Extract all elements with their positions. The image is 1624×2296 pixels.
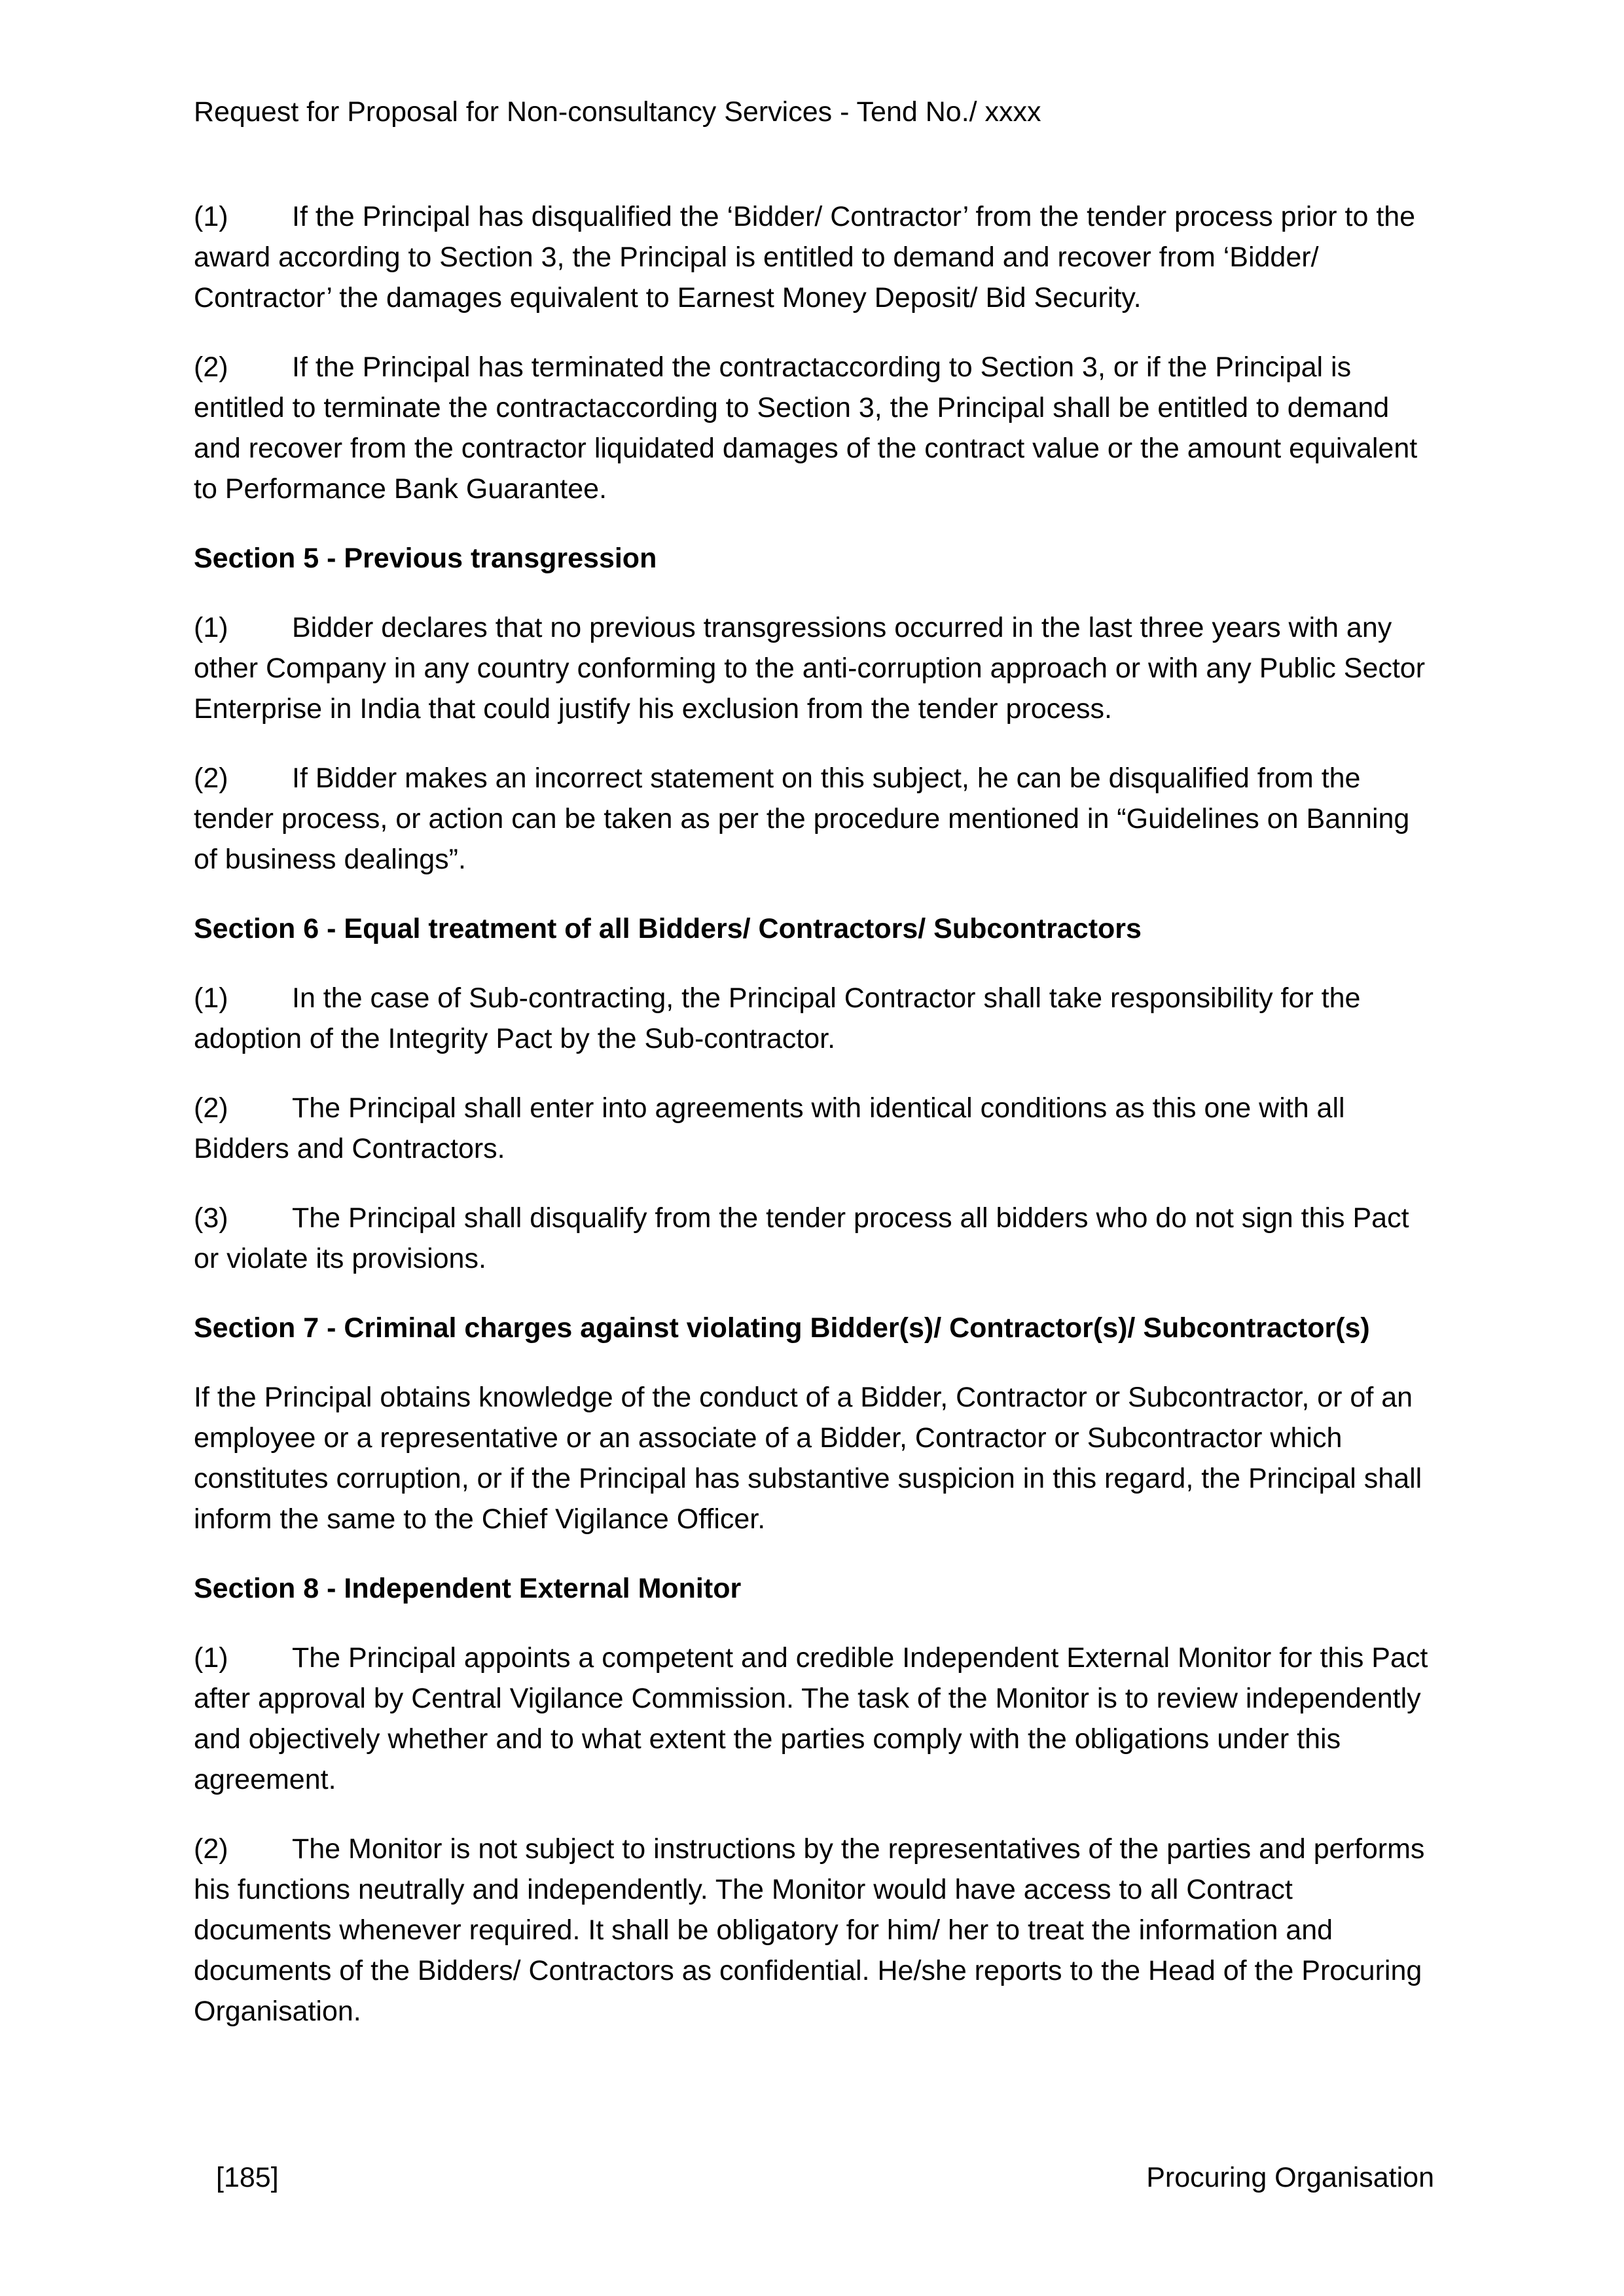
document-footer [194,2157,1434,2198]
paragraph [194,1638,1434,1800]
paragraph [194,758,1434,880]
section-heading: Section 7 - Criminal charges against violating Bidder(s)/ Contractor(s)/ Subcontractor(s) [194,1312,1370,1344]
paragraph-number: (2) [194,1092,228,1124]
paragraph [194,196,1434,318]
paragraph-text: If the Principal obtains knowledge of the conduct of a Bidder, Contractor or Subcontractor, or of an employee or a representative or an associate of a Bidder, Contractor or Subcontractor which constitutes corruption, or if the Principal has substantive suspicion in this regard, the Principal shall inform the same to the Chief Vigilance Officer. [194,1382,1422,1535]
paragraph-text: The Principal shall disqualify from the tender process all bidders who do not sign this Pact or violate its provisions. [194,1202,1409,1274]
paragraph-number: (3) [194,1202,228,1234]
paragraph [194,1198,1434,1279]
paragraph [194,347,1434,509]
paragraph-number: (2) [194,762,228,794]
paragraph-number: (1) [194,201,228,232]
paragraph-text: If the Principal has disqualified the ‘Bidder/ Contractor’ from the tender process prior to the award according to Section 3, the Principal is entitled to demand and recover from ‘Bidder/ Contractor’ the damages equivalent to Earnest Money Deposit/ Bid Security. [194,201,1416,314]
paragraph-number: (1) [194,982,228,1014]
paragraph [194,1088,1434,1169]
paragraph [194,1377,1434,1539]
section-heading: Section 5 - Previous transgression [194,543,657,574]
paragraph-text: The Monitor is not subject to instructions by the representatives of the parties and performs his functions neutrally and independently. The Monitor would have access to all Contract documents whenever required. It shall be obligatory for him/ her to treat the information and documents of the Bidders/ Contractors as confidential. He/she reports to the Head of the Procuring Organisation. [194,1833,1425,2027]
paragraph-text: Bidder declares that no previous transgressions occurred in the last three years with any other Company in any country conforming to the anti-corruption approach or with any Public Sector Enterprise in India that could justify his exclusion from the tender process. [194,612,1426,725]
paragraph-number: (2) [194,351,228,383]
paragraph [194,978,1434,1059]
paragraph [194,607,1434,729]
document-body [194,196,1434,2032]
paragraph-text: If the Principal has terminated the contractaccording to Section 3, or if the Principal is entitled to terminate the contractaccording to Section 3, the Principal shall be entitled to demand and recover from the contractor liquidated damages of the contract value or the amount equivalent to Performance Bank Guarantee. [194,351,1418,505]
footer-organisation-label: Procuring Organisation [1146,2162,1434,2193]
paragraph-number: (2) [194,1833,228,1865]
paragraph-text: In the case of Sub-contracting, the Principal Contractor shall take responsibility for the adoption of the Integrity Pact by the Sub-contractor. [194,982,1361,1054]
section-heading: Section 8 - Independent External Monitor [194,1573,742,1604]
paragraph-text: If Bidder makes an incorrect statement on this subject, he can be disqualified from the tender process, or action can be taken as per the procedure mentioned in “Guidelines on Banning of business dealings”. [194,762,1410,875]
paragraph-number: (1) [194,1642,228,1674]
paragraph [194,1829,1434,2032]
document-header [194,92,1434,132]
page-number: [185] [216,2162,279,2193]
section-heading: Section 6 - Equal treatment of all Bidders/ Contractors/ Subcontractors [194,913,1142,944]
paragraph-text: The Principal shall enter into agreements with identical conditions as this one with all Bidders and Contractors. [194,1092,1345,1164]
header-title: Request for Proposal for Non-consultancy Services - Tend No./ xxxx [194,96,1041,128]
paragraph-text: The Principal appoints a competent and credible Independent External Monitor for this Pact after approval by Central Vigilance Commission. The task of the Monitor is to review independently and objectively whether and to what extent the parties comply with the obligations under this agreement. [194,1642,1428,1795]
paragraph-number: (1) [194,612,228,643]
